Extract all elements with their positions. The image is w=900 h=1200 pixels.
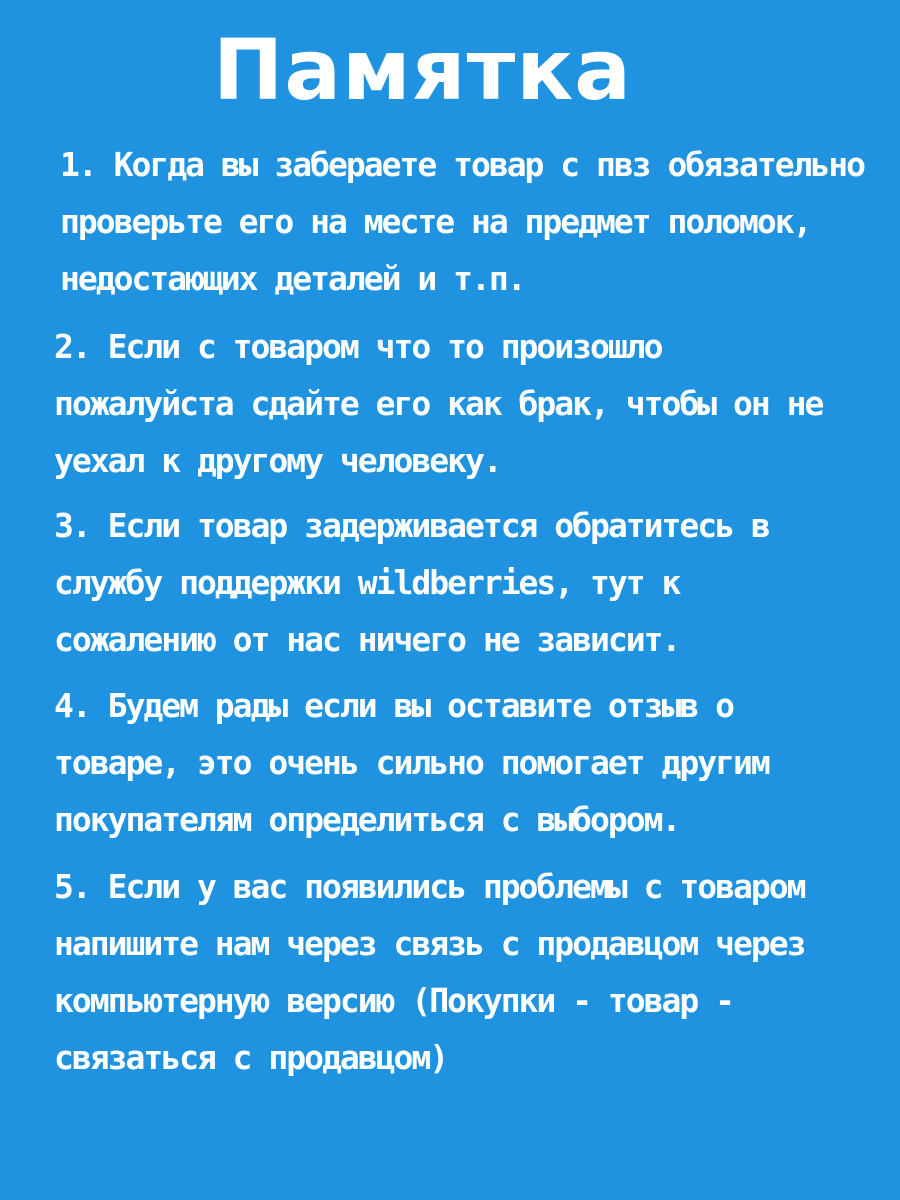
memo-item-5-line-1: 5. Если у вас появились проблемы с товаром — [54, 867, 805, 906]
memo-item-4-line-3: покупателям определиться с выбором. — [54, 800, 680, 839]
memo-item-4-line-1: 4. Будем рады если вы оставите отзыв о — [54, 686, 733, 725]
memo-item-4 — [54, 677, 769, 848]
memo-item-3-line-1: 3. Если товар задерживается обратитесь в — [54, 506, 769, 545]
memo-item-2-line-2: пожалуйста сдайте его как брак, чтобы он не — [54, 384, 823, 423]
memo-item-5-line-2: напишите нам через связь с продавцом через — [54, 924, 805, 963]
memo-item-3-line-2: службу поддержки wildberries, тут к — [54, 563, 680, 602]
memo-item-3 — [54, 497, 769, 668]
memo-item-1 — [60, 136, 864, 307]
memo-item-5-line-4: связаться с продавцом) — [54, 1038, 448, 1077]
memo-item-1-line-2: проверьте его на месте на предмет поломок, — [60, 202, 811, 241]
page-title: Памятка — [213, 21, 632, 119]
memo-item-1-line-3: недостающих деталей и т.п. — [60, 259, 525, 298]
memo-item-2-line-1: 2. Если с товаром что то произошло — [54, 327, 662, 366]
memo-item-4-line-2: товаре, это очень сильно помогает другим — [54, 743, 769, 782]
memo-item-5 — [54, 858, 804, 1086]
memo-item-3-line-3: сожалению от нас ничего не зависит. — [54, 620, 680, 659]
memo-item-2 — [54, 318, 822, 489]
memo-item-5-line-3: компьютерную версию (Покупки - товар - — [54, 981, 733, 1020]
memo-item-2-line-3: уехал к другому человеку. — [54, 441, 501, 480]
memo-item-1-line-1: 1. Когда вы забераете товар с пвз обязательно — [60, 145, 865, 184]
